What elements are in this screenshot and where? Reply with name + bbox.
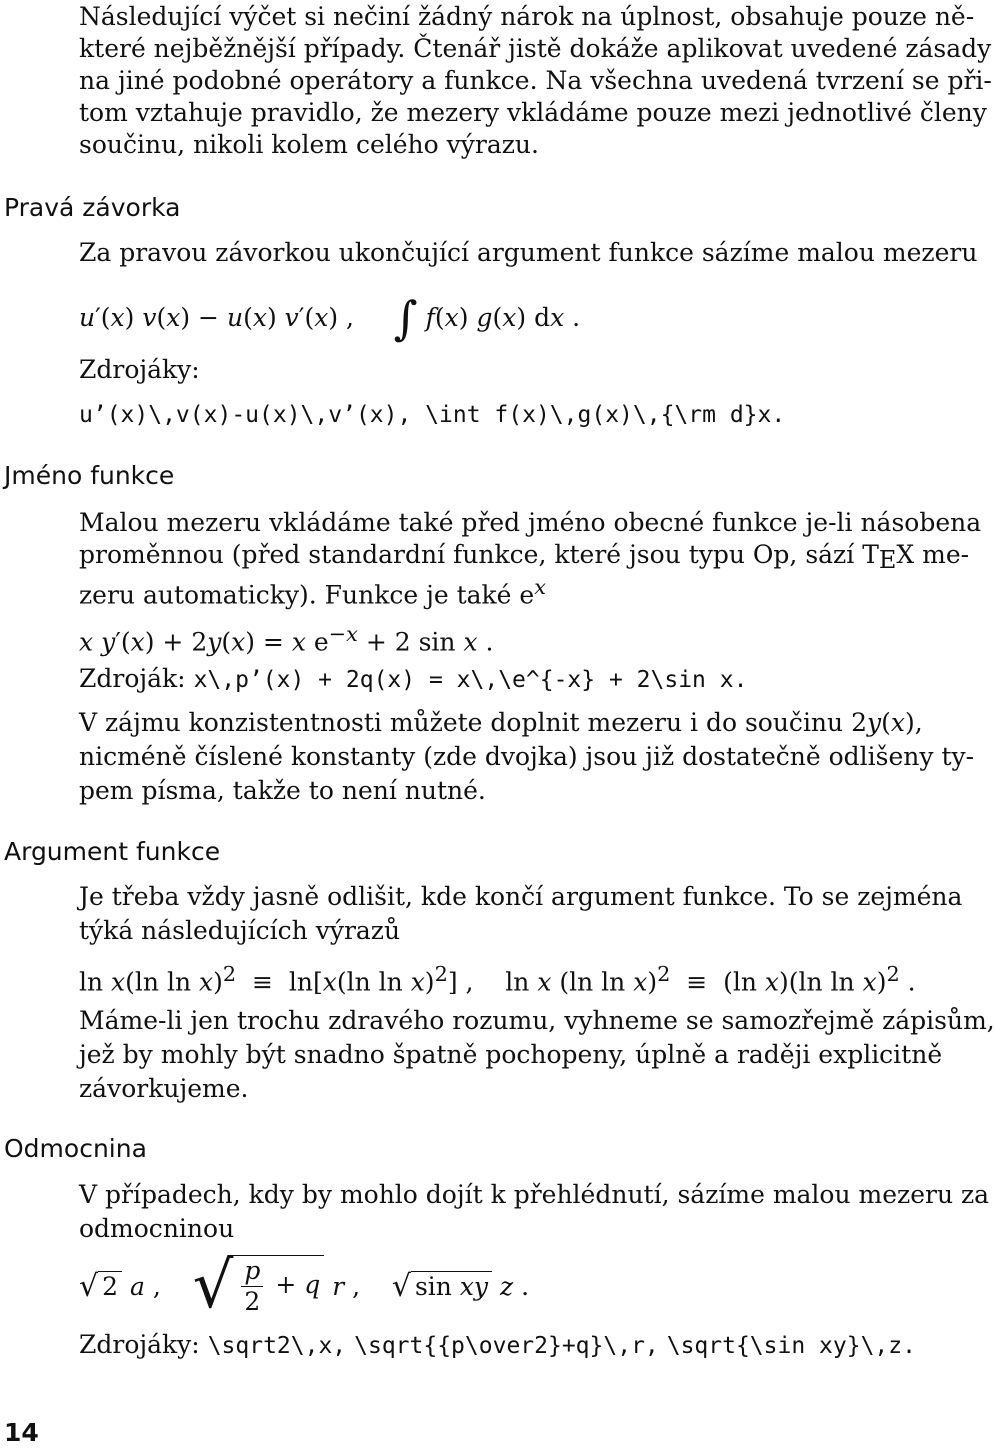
jmeno-formula: x y′(x) + 2y(x) = x $e^{-x} + 2$ sin x . <box>79 622 494 657</box>
intro-line-1: Následující výčet si nečiní žádný nárok na úplnost, obsahuje pouze ně- <box>79 2 975 31</box>
jmeno-source: Zdroják: x\,p’(x) + 2q(x) = x\,\e^{-x} + 2\sin x. <box>79 664 748 693</box>
argument-line-2: týká následujících výrazů <box>79 916 401 945</box>
intro-line-4: tom vztahuje pravidlo, že mezery vkládáme pouze mezi jednotlivé členy <box>79 98 987 127</box>
intro-line-5: součinu, nikoli kolem celého výrazu. <box>79 130 539 159</box>
prava-formula: u′(x) v(x) − u(x) v′(x) , ∫ f(x) g(x) dx . <box>79 291 581 345</box>
jmeno-note-2: nicméně číslené konstanty (zde dvojka) jsou již dostatečně odlišeny ty- <box>79 742 975 771</box>
prava-code: u’(x)\,v(x)-u(x)\,v’(x), \int f(x)\,g(x)\,{\rm d}x. <box>79 402 786 428</box>
argument-formula: ln x(ln ln x)$^2$ ≡ ln[x(ln ln x)$^2$] , ln x (ln ln x)$^2$ ≡ (ln x)(ln ln x)$^2$ . <box>79 962 916 997</box>
intro-line-3: na jiné podobné operátory a funkce. Na všechna uvedená tvrzení se při- <box>79 66 992 95</box>
jmeno-line-2: proměnnou (před standardní funkce, které jsou typu Op, sází TEX me- <box>79 540 970 574</box>
prava-text: Za pravou závorkou ukončující argument funkce sázíme malou mezeru <box>79 238 978 267</box>
jmeno-note-1: V zájmu konzistentnosti můžete doplnit mezeru i do součinu 2y(x), <box>79 708 923 737</box>
jmeno-line-1: Malou mezeru vkládáme také před jméno obecné funkce je-li násobena <box>79 508 982 537</box>
heading-jmeno-funkce: Jméno funkce <box>4 461 175 490</box>
page-number: 14 <box>4 1418 39 1447</box>
heading-prava-zavorka: Pravá závorka <box>4 193 181 222</box>
jmeno-line-3: zeru automaticky). Funkce je také $e^x$ <box>79 575 546 610</box>
argument-after-2: jež by mohly být snadno špatně pochopeny, úplně a raději explicitně <box>79 1040 943 1069</box>
intro-line-2: které nejběžnější případy. Čtenář jistě dokáže aplikovat uvedené zásady <box>79 34 992 63</box>
argument-line-1: Je třeba vždy jasně odlišit, kde končí argument funkce. To se zejména <box>79 882 963 911</box>
jmeno-note-3: pem písma, takže to není nutné. <box>79 776 486 805</box>
heading-odmocnina: Odmocnina <box>4 1134 147 1163</box>
tex-logo: TEX <box>862 540 915 574</box>
odmocnina-formula: √ 2 a , √ $\frac{p}{2}$ + q r , √ sin xy z . <box>79 1249 530 1323</box>
argument-after-1: Máme-li jen trochu zdravého rozumu, vyhneme se samozřejmě zápisům, <box>79 1006 995 1035</box>
prava-sources-label: Zdrojáky: <box>79 355 200 384</box>
argument-after-3: závorkujeme. <box>79 1074 249 1103</box>
odmocnina-line-1: V případech, kdy by mohlo dojít k přehlédnutí, sázíme malou mezeru za <box>79 1180 990 1209</box>
odmocnina-line-2: odmocninou <box>79 1214 235 1243</box>
odmocnina-sources: Zdrojáky: \sqrt2\,x, \sqrt{{p\over2}+q}\,r, \sqrt{\sin xy}\,z. <box>79 1330 916 1359</box>
heading-argument-funkce: Argument funkce <box>4 837 221 866</box>
